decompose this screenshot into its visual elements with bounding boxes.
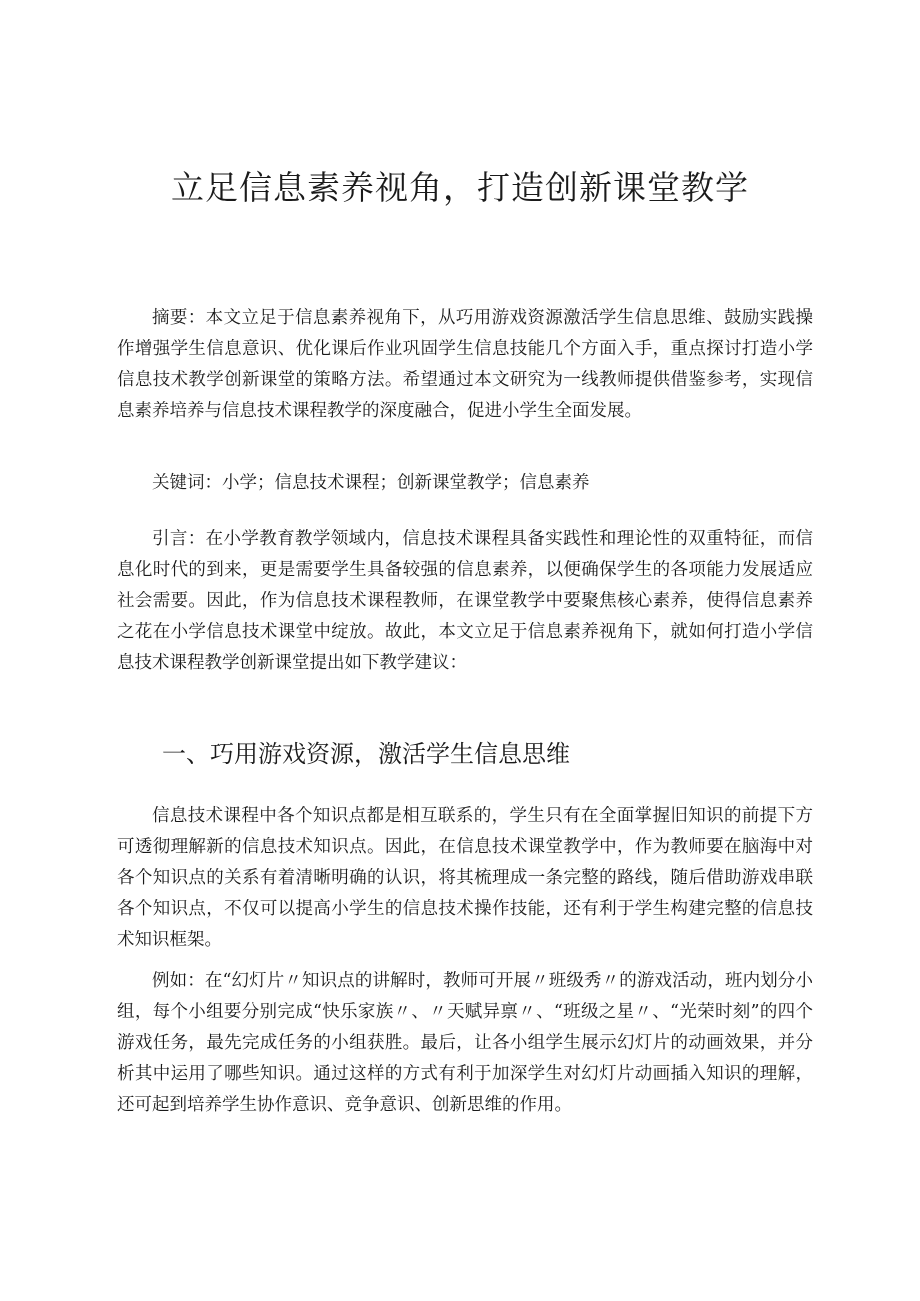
introduction-paragraph: 引言：在小学教育教学领域内，信息技术课程具备实践性和理论性的双重特征，而信息化时代的到来，更是需要学生具备较强的信息素养，以便确保学生的各项能力发展适应社会需要。因此，作为信息技术课程教师，在课堂教学中要聚焦核心素养，使得信息素养之花在小学信息技术课堂中绽放。故此，本文立足于信息素养视角下，就如何打造小学信息技术课程教学创新课堂提出如下教学建议：: [117, 529, 813, 673]
section-1-heading: 一、巧用游戏资源，激活学生信息思维: [162, 740, 570, 768]
keywords-paragraph: 关键词：小学；信息技术课程；创新课堂教学；信息素养: [152, 473, 590, 493]
abstract-paragraph: 摘要：本文立足于信息素养视角下，从巧用游戏资源激活学生信息思维、鼓励实践操作增强学生信息意识、优化课后作业巩固学生信息技能几个方面入手，重点探讨打造小学信息技术教学创新课堂的策略方法。希望通过本文研究为一线教师提供借鉴参考，实现信息素养培养与信息技术课程教学的深度融合，促进小学生全面发展。: [117, 308, 813, 421]
page-title: 立足信息素养视角，打造创新课堂教学: [171, 168, 749, 207]
section-1-paragraph-2: 例如：在“幻灯片〃知识点的讲解时，教师可开展〃班级秀〃的游戏活动，班内划分小组，每个小组要分别完成“快乐家族〃、〃天赋异禀〃、“班级之星〃、“光荣时刻”的四个游戏任务，最先完成任务的小组获胜。最后，让各小组学生展示幻灯片的动画效果，并分析其中运用了哪些知识。通过这样的方式有利于加深学生对幻灯片动画插入知识的理解，还可起到培养学生协作意识、竞争意识、创新思维的作用。: [117, 971, 813, 1115]
section-1-paragraph-1: 信息技术课程中各个知识点都是相互联系的，学生只有在全面掌握旧知识的前提下方可透彻理解新的信息技术知识点。因此，在信息技术课堂教学中，作为教师要在脑海中对各个知识点的关系有着清晰明确的认识，将其梳理成一条完整的路线，随后借助游戏串联各个知识点，不仅可以提高小学生的信息技术操作技能，还有利于学生构建完整的信息技术知识框架。: [117, 806, 813, 950]
